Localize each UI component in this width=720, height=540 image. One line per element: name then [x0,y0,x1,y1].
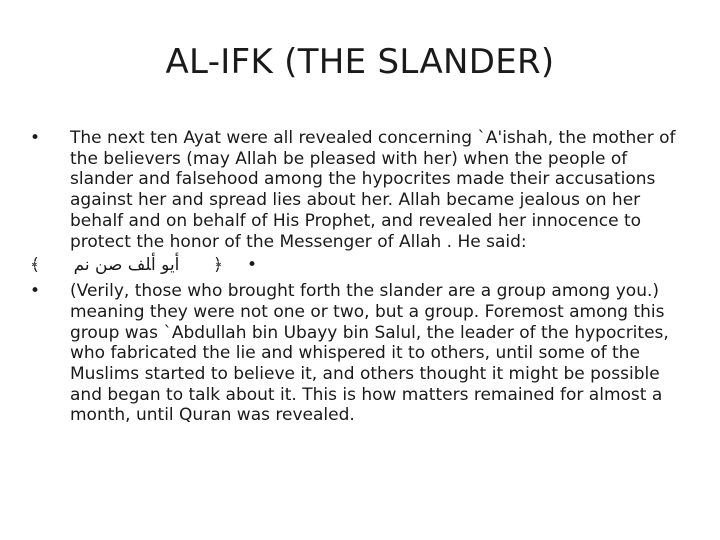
bullet-item [30,281,694,426]
arabic-verse-line [30,253,260,277]
ornate-bracket-right: ﴿ [213,255,223,276]
slide-title: AL-IFK (THE SLANDER) [165,42,555,82]
bullet-marker: • [30,128,41,148]
bullet-text: The next ten Ayat were all revealed concerning `A'ishah, the mother of the believers (may Allah be pleased with her) when the people of slander and falsehood among the hypocrites made their accusations against her and spread lies about her. Allah became jealous on her behalf and on behalf of His Prophet, and revealed her innocence to protect the honor of the Messenger of Allah . He said: [70,128,676,252]
bullet-marker: • [30,281,41,302]
bullet-marker: • [247,255,258,276]
arabic-verse-text: ﺃﻳﻮ ﺃﻠﻒ ﺻﻦ ﻧﻢ [73,255,180,276]
bullet-list [30,128,694,426]
bullet-text: (Verily, those who brought forth the slander are a group among you.) meaning they were not one or two, but a group. Foremost among this group was `Abdullah bin Ubayy bin Salul, the leader of the hypocrites, who fabricated the lie and whispered it to others, until some of the Muslims started to believe it, and others thought it might be possible and began to talk about it. This is how matters remained for almost a month, until Quran was revealed. [70,281,669,426]
ornate-bracket-left: ﴾ [30,255,40,276]
bullet-item [30,128,694,252]
bullet-item-arabic [30,253,694,277]
